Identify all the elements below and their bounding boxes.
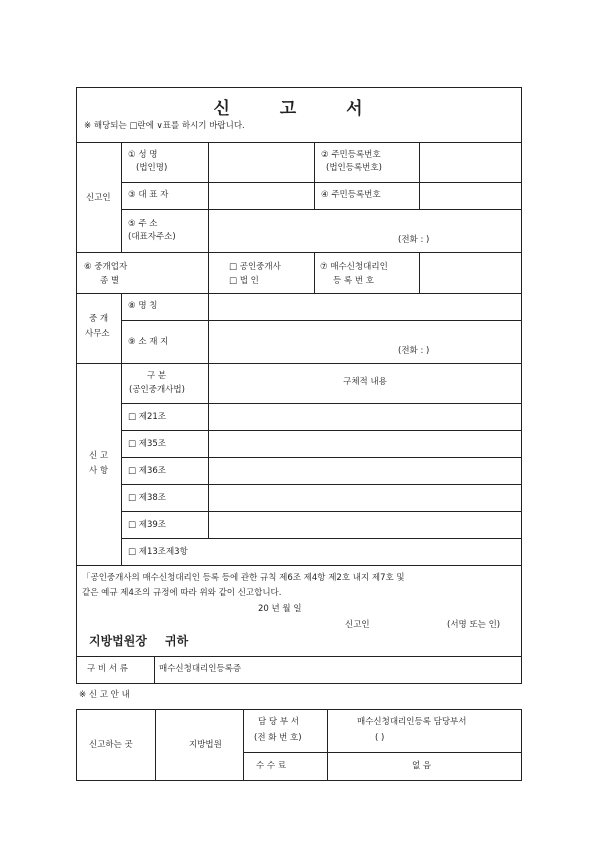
corp-regno-label: (법인등록번호): [326, 163, 382, 173]
option-corporation[interactable]: □ 법 인: [229, 276, 259, 286]
signer-label: 신고인: [345, 620, 370, 630]
agent-regno-field[interactable]: [420, 253, 520, 292]
attachments-label: 구 비 서 류: [87, 664, 128, 674]
guide-dept-value: 매수신청대리인등록 담당부서: [357, 717, 467, 727]
broker-type-label: ⑥ 중개업자: [84, 262, 128, 272]
report-date: 20 년 월 일: [258, 604, 302, 614]
guide-dept-label: 담 당 부 서: [258, 717, 299, 727]
statement-line-2: 같은 예규 제4조의 규정에 따라 위와 같이 신고합니다.: [82, 588, 282, 598]
office-location-label: ⑨ 소 재 지: [128, 337, 169, 347]
guide-place-value: 지방법원: [189, 740, 222, 750]
regno-field[interactable]: [420, 143, 520, 181]
rep-regno-field[interactable]: [420, 183, 520, 208]
report-items-group-label-2: 사 항: [89, 466, 109, 476]
signature-note: (서명 또는 인): [447, 620, 501, 630]
item-article-21[interactable]: □ 제21조: [128, 412, 166, 422]
recipient: 지방법원장: [89, 634, 147, 648]
office-group-label-2: 사무소: [85, 329, 110, 339]
attachments-value: 매수신청대리인등록증: [159, 664, 242, 674]
notice-text: ※ 해당되는 □란에 ∨표를 하시기 바랍니다.: [84, 121, 245, 131]
item-article-36-detail[interactable]: [209, 458, 520, 483]
item-article-13-3[interactable]: □ 제13조제3항: [128, 547, 188, 557]
agent-regno-sublabel: 등 록 번 호: [333, 276, 374, 286]
detail-header: 구체적 내용: [343, 377, 387, 387]
office-location-field[interactable]: [209, 321, 520, 362]
corp-name-label: (법인명): [136, 163, 168, 173]
report-items-group-label: 신 고: [89, 451, 109, 461]
form-title: 신 고 서: [213, 99, 385, 119]
regno-label: ② 주민등록번호: [321, 150, 381, 160]
address-field[interactable]: [209, 210, 520, 251]
broker-kind-label: 종 별: [100, 276, 120, 286]
reporter-phone-text: (전화 : ): [398, 235, 430, 245]
rep-address-label: (대표자주소): [128, 232, 176, 242]
category-header: 구 분: [147, 371, 167, 381]
representative-label: ③ 대 표 자: [128, 190, 169, 200]
item-article-39[interactable]: □ 제39조: [128, 520, 166, 530]
option-licensed-broker[interactable]: □ 공인중개사: [229, 262, 281, 272]
address-label: ⑤ 주 소: [128, 219, 158, 229]
recipient-honorific: 귀하: [165, 634, 189, 648]
category-subheader: (공인중개사법): [129, 385, 185, 395]
representative-field[interactable]: [209, 183, 313, 208]
item-article-38-detail[interactable]: [209, 485, 520, 510]
office-name-field[interactable]: [209, 294, 520, 319]
guide-phone-value: ( ): [375, 733, 385, 743]
name-field[interactable]: [209, 143, 313, 181]
office-phone-text: (전화 : ): [398, 346, 430, 356]
guide-heading: ※ 신 고 안 내: [79, 690, 130, 700]
guide-fee-value: 없 음: [412, 761, 432, 771]
item-article-35[interactable]: □ 제35조: [128, 439, 166, 449]
item-article-21-detail[interactable]: [209, 404, 520, 429]
rep-regno-label: ④ 주민등록번호: [321, 190, 381, 200]
agent-regno-label: ⑦ 매수신청대리인: [320, 262, 388, 272]
reporter-group-label: 신고인: [86, 193, 111, 203]
item-article-35-detail[interactable]: [209, 431, 520, 456]
item-article-39-detail[interactable]: [209, 512, 520, 537]
office-name-label: ⑧ 명 칭: [128, 301, 158, 311]
office-group-label: 중 개: [89, 314, 109, 324]
guide-fee-label: 수 수 료: [256, 761, 287, 771]
item-article-13-3-detail[interactable]: [209, 539, 520, 564]
item-article-38[interactable]: □ 제38조: [128, 493, 166, 503]
guide-place-label: 신고하는 곳: [89, 740, 133, 750]
item-article-36[interactable]: □ 제36조: [128, 466, 166, 476]
name-label: ① 성 명: [128, 150, 158, 160]
guide-phone-label: (전 화 번 호): [254, 733, 302, 743]
statement-line-1: 「공인중개사의 매수신청대리인 등록 등에 관한 규칙 제6조 제4항 제2호 내지 제7호 및: [82, 573, 405, 583]
